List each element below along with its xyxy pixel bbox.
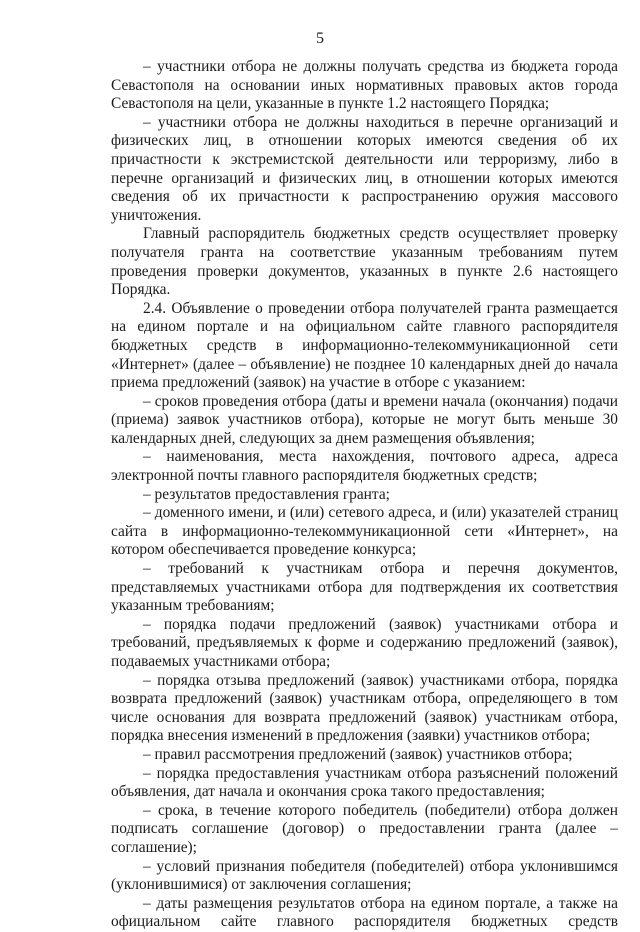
- list-item: – участники отбора не должны находиться в перечне организаций и физических лиц, в отношении которых имеются сведения об их причастности к экстремистской деятельности или терроризму, либо в перечне организаций и физических лиц, в отношении которых имеются сведения об их причастности к распространению оружия массового уничтожения.: [111, 113, 618, 224]
- list-item: – условий признания победителя (победителей) отбора уклонившимся (уклонившимися) от заключения соглашения;: [111, 857, 618, 894]
- list-item: – участники отбора не должны получать средства из бюджета города Севастополя на основании иных нормативных правовых актов города Севастополя на цели, указанные в пункте 1.2 настоящего Порядка;: [111, 58, 618, 113]
- list-item: – даты размещения результатов отбора на едином портале, а также на официальном сайте главного распорядителя бюджетных средств: [111, 894, 618, 931]
- list-item: – сроков проведения отбора (даты и времени начала (окончания) подачи (приема) заявок участников отбора), которые не могут быть меньше 30 календарных дней, следующих за днем размещения объявления;: [111, 392, 618, 447]
- list-item: – порядка предоставления участникам отбора разъяснений положений объявления, дат начала и окончания срока такого предоставления;: [111, 764, 618, 801]
- list-item: – правил рассмотрения предложений (заявок) участников отбора;: [143, 745, 573, 763]
- list-item: – наименования, места нахождения, почтового адреса, адреса электронной почты главного распорядителя бюджетных средств;: [111, 448, 618, 485]
- list-item: – результатов предоставления гранта;: [143, 485, 390, 503]
- page-number: 5: [316, 30, 324, 47]
- document-body: [111, 58, 618, 932]
- paragraph: Главный распорядитель бюджетных средств осуществляет проверку получателя гранта на соответствие указанным требованиям путем проведения проверки документов, указанных в пункте 2.6 настоящего Порядка.: [111, 225, 618, 299]
- list-item: – срока, в течение которого победитель (победители) отбора должен подписать соглашение (договор) о предоставлении гранта (далее – соглашение);: [111, 801, 618, 856]
- section-paragraph: 2.4. Объявление о проведении отбора получателей гранта размещается на едином портале и на официальном сайте главного распорядителя бюджетных средств в информационно-телекоммуникационной сети «Интернет» (далее – объявление) не позднее 10 календарных дней до начала приема предложений (заявок) на участие в отборе с указанием:: [111, 299, 618, 392]
- list-item: – требований к участникам отбора и перечня документов, представляемых участниками отбора для подтверждения их соответствия указанным требованиям;: [111, 560, 618, 615]
- list-item: – порядка подачи предложений (заявок) участниками отбора и требований, предъявляемых к форме и содержанию предложений (заявок), подаваемых участниками отбора;: [111, 615, 618, 670]
- list-item: – порядка отзыва предложений (заявок) участниками отбора, порядка возврата предложений (заявок) участникам отбора, определяющего в том числе основания для возврата предложений (заявок) участникам отбора, порядка внесения изменений в предложения (заявки) участников отбора;: [111, 671, 618, 745]
- list-item: – доменного имени, и (или) сетевого адреса, и (или) указателей страниц сайта в информационно-телекоммуникационной сети «Интернет», на котором обеспечивается проведение конкурса;: [111, 504, 618, 559]
